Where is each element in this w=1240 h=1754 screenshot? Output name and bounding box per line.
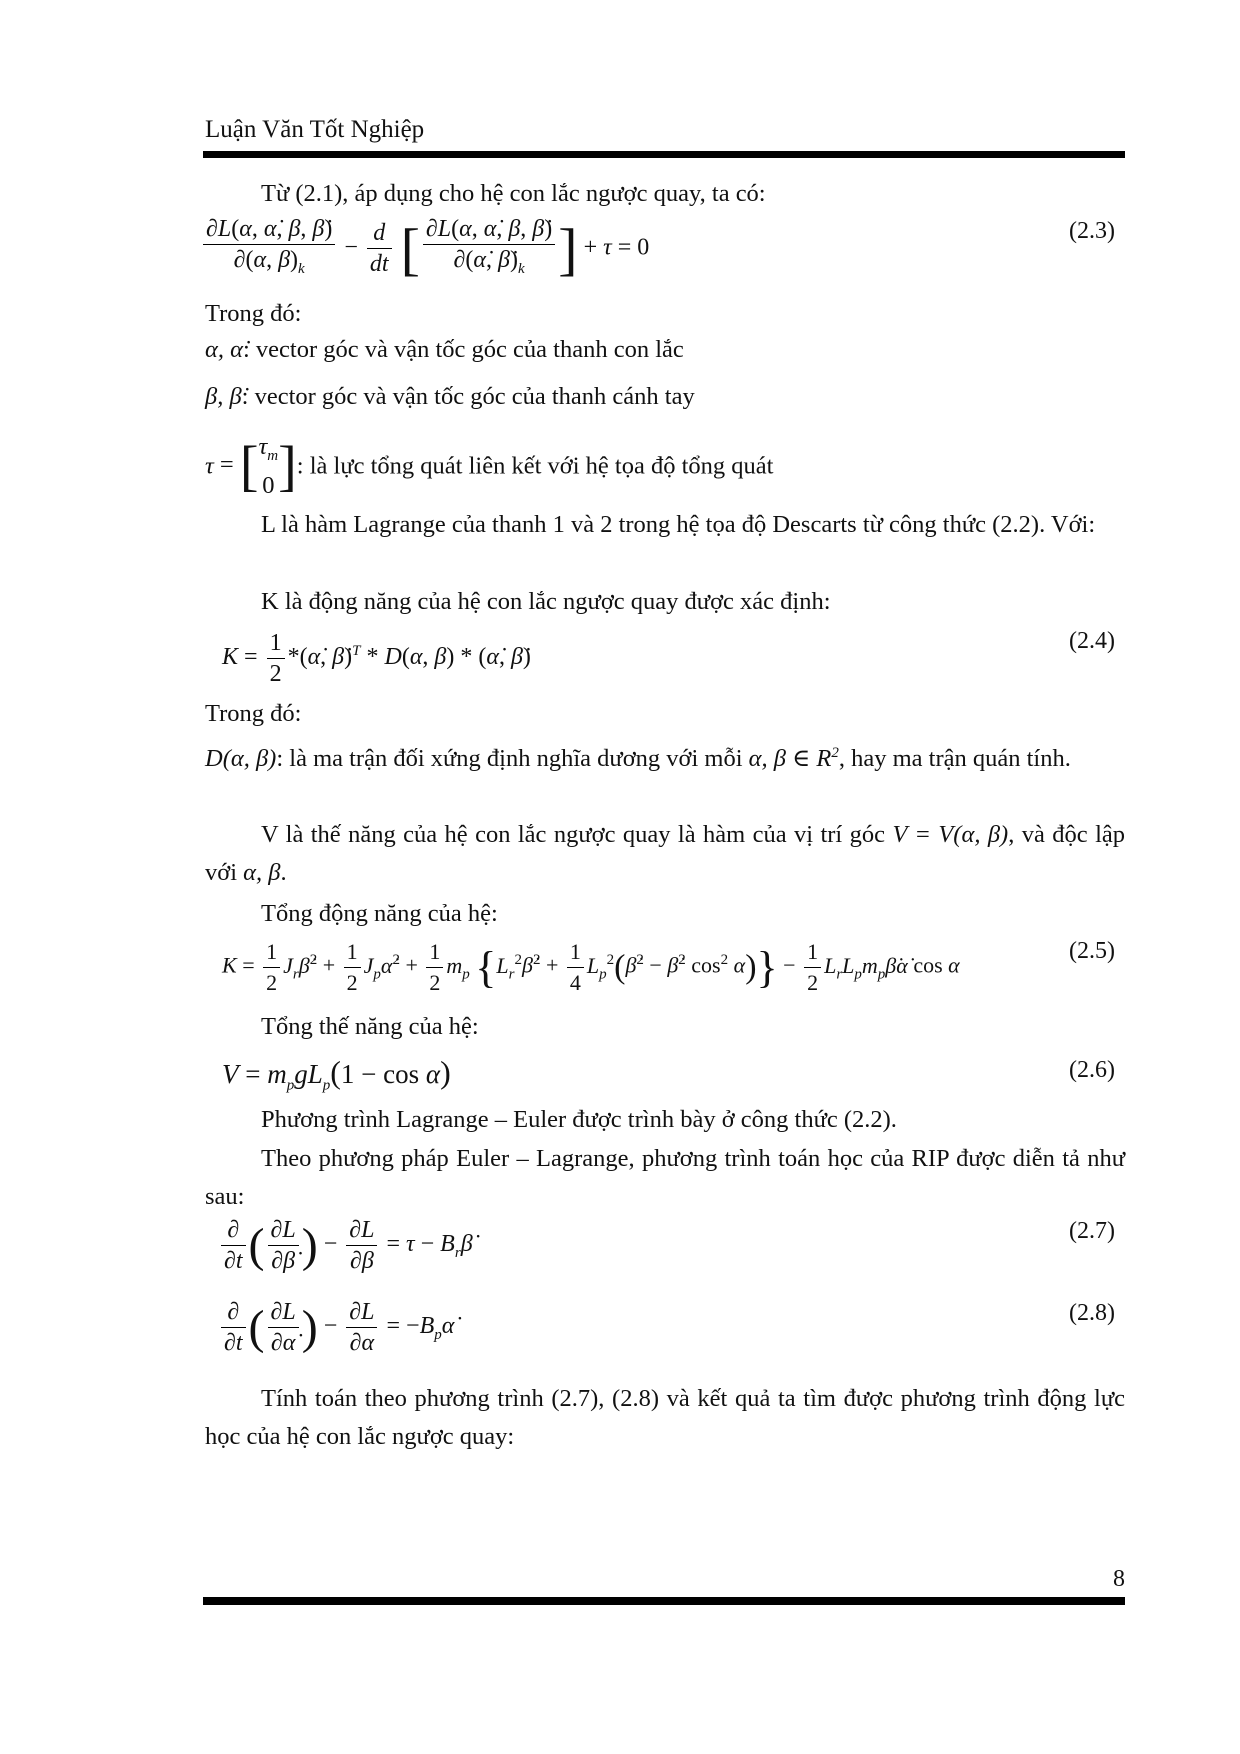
paragraph: L là hàm Lagrange của thanh 1 và 2 trong hệ tọa độ Descarts từ công thức (2.2). Với:	[261, 511, 1096, 538]
paragraph-potential: V là thế năng của hệ con lắc ngược quay là hàm của vị trí góc V = V(α, β), và độc lập với α, β.	[205, 821, 1126, 886]
paragraph: Tổng thế năng của hệ:	[261, 1013, 479, 1040]
paragraph: Trong đó:	[205, 300, 302, 327]
paragraph: Tính toán theo phương trình (2.7), (2.8) và kết quả ta tìm được phương trình động lực học của hệ con lắc ngược quay:	[205, 1385, 1125, 1450]
equation-number: (2.5)	[1069, 938, 1115, 964]
header-rule	[203, 151, 1125, 158]
equation-number: (2.3)	[1069, 218, 1115, 244]
paragraph: Trong đó:	[205, 700, 302, 727]
paragraph: Từ (2.1), áp dụng cho hệ con lắc ngược quay, ta có:	[261, 180, 766, 207]
equation-2-4: K = $\frac{1}{2}$ *(α̇, β̇)$^T$ * D(α, β) * (α̇, β̇)	[222, 630, 531, 687]
equation-2-3: $\frac{\partial L(\alpha, \alphȧ, \beta, \betȧ)}{\partial(\alpha, \beta)_k}$ − $\frac{d}{dt}$ [ $\frac{\partial L(\alpha, \alphȧ, \beta, \betȧ)}{\partial(\alphȧ, \betȧ)_k}$ ] + τ = 0	[200, 214, 649, 284]
header-title: Luận Văn Tốt Nghiệp	[205, 116, 425, 143]
equation-number: (2.7)	[1069, 1218, 1115, 1244]
paragraph: Theo phương pháp Euler – Lagrange, phương trình toán học của RIP được diễn tả như sau:	[205, 1145, 1125, 1210]
definition-beta: β, β̇: vector góc và vận tốc góc của thanh cánh tay	[205, 383, 695, 410]
footer-rule	[203, 1597, 1125, 1605]
equation-number: (2.4)	[1069, 628, 1115, 654]
definition-D: D(α, β): là ma trận đối xứng định nghĩa dương với mỗi α, β ∈ $R^2$, hay ma trận quán tính.	[205, 745, 1071, 773]
equation-2-6: $V = m_pgL_p(1 - \cos \alpha)$	[222, 1054, 451, 1094]
equation-2-8: $\frac{\partial}{\partial t}$ ( $\frac{\partial L}{\partial\alphȧ}$ ) − $\frac{\partial L}{\partial\alpha}$ = $-B_p\alphȧ$	[218, 1297, 454, 1358]
equation-number: (2.6)	[1069, 1057, 1115, 1083]
paragraph: Tổng động năng của hệ:	[261, 900, 498, 927]
equation-2-7: $\frac{\partial}{\partial t}$ ( $\frac{\partial L}{\partial\betȧ}$ ) − $\frac{\partial L}{\partial\beta}$ = $\tau - B_r\betȧ$	[218, 1215, 473, 1276]
paragraph: Phương trình Lagrange – Euler được trình bày ở công thức (2.2).	[261, 1106, 897, 1133]
equation-number: (2.8)	[1069, 1300, 1115, 1326]
definition-tau: τ = [ $\tau_m$ 0 ]: là lực tổng quát liên kết với hệ tọa độ tổng quát	[205, 433, 774, 499]
definition-alpha: α, α̇: vector góc và vận tốc góc của thanh con lắc	[205, 336, 684, 363]
page-number: 8	[1113, 1566, 1125, 1592]
paragraph: K là động năng của hệ con lắc ngược quay được xác định:	[261, 588, 831, 615]
equation-2-5: K = $\frac{1}{2}$ $J_r\betȧ^2$ + $\frac{1}{2}$ $J_p\alphȧ^2$ + $\frac{1}{2}$ $m_p$ {$L_r^2\betȧ^2$ + $\frac{1}{4}$ $L_p^2(\betȧ^2$ − β̇$^2$ $\cos^2 \alpha$)} − $\frac{1}{2}$ $L_rL_pm_p\betȧ\alphȧ$ cos α	[222, 939, 960, 995]
